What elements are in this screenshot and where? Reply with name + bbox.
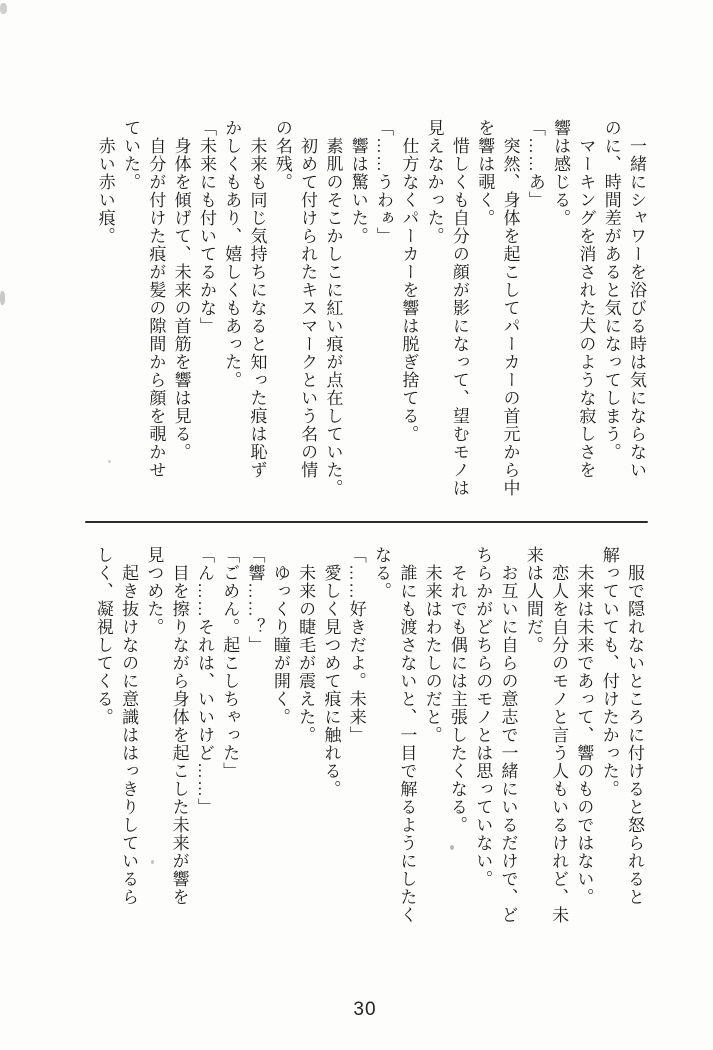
- text-line: 愛しく見つめて痕に触れる。: [321, 564, 341, 798]
- text-line: 見つめた。: [144, 546, 164, 636]
- top-text-block: [92, 119, 649, 521]
- text-line: 一緒にシャワーを浴びる時は気にならない: [627, 137, 646, 479]
- scan-speck: [0, 3, 7, 14]
- text-line: それでも偶には主張したくなる。: [447, 564, 467, 834]
- text-line: 「……うわぁ」: [374, 119, 394, 245]
- text-line: 仕方なくパーカーを響は脱ぎ捨てる。: [399, 137, 419, 443]
- text-line: 解っていても、付けたかった。: [599, 546, 619, 798]
- text-line: のに、時間差があると気になってしまう。: [601, 119, 621, 461]
- text-line: 素肌のそこかしこに紅い痕が点在していた。: [323, 137, 343, 497]
- text-line: 初めて付けられたキスマークという名の情: [298, 137, 318, 479]
- text-line: かしくもあり、嬉しくもあった。: [222, 119, 242, 389]
- text-line: 未来はわたしのだと。: [422, 564, 442, 744]
- text-line: 「……あ」: [525, 119, 545, 209]
- text-line: 見えなかった。: [424, 119, 444, 245]
- text-line: 服で隠れないところに付けると怒られると: [625, 564, 644, 906]
- text-line: お互いに自らの意志で一緒にいるだけで、ど: [498, 564, 518, 924]
- text-line: 赤い赤い痕。: [95, 137, 115, 245]
- text-line: 未来も同じ気持ちになると知った痕は恥ず: [247, 137, 267, 479]
- text-line: 突然、身体を起こしてパーカーの首元から中: [500, 137, 520, 497]
- section-divider: [85, 521, 648, 523]
- text-line: 惜しくも自分の顔が影になって、望むモノは: [449, 137, 469, 497]
- text-line: 響は感じる。: [551, 119, 571, 227]
- page-number: 30: [353, 999, 377, 1020]
- text-line: 「ごめん。起こしちゃった」: [220, 546, 240, 780]
- text-line: 「未来にも付いてるかな」: [196, 119, 216, 335]
- scan-speck: [450, 845, 454, 850]
- text-line: 目を擦りながら身体を起こした未来が響を: [169, 564, 189, 906]
- scan-speck: [108, 460, 111, 463]
- text-line: 「ん……それは、いいけど……」: [194, 546, 214, 816]
- bottom-text-block: [90, 546, 647, 948]
- text-line: 誰にも渡さないと、一目で解るようにしたく: [397, 564, 417, 924]
- text-line: 身体を傾げて、未来の首筋を響は見る。: [171, 137, 191, 461]
- text-line: 来は人間だ。: [523, 546, 543, 654]
- text-line: 未来は未来であって、響のものではない。: [574, 564, 594, 906]
- scan-speck: [151, 860, 154, 864]
- scan-speck: [0, 291, 5, 305]
- text-line: 「響……？」: [245, 546, 265, 654]
- text-line: 恋人を自分のモノと言う人もいるけれど、未: [549, 564, 569, 924]
- text-line: ゆっくり瞳が開く。: [270, 564, 290, 726]
- text-line: 自分が付けた痕が髪の隙間から顔を覗かせ: [146, 137, 166, 479]
- text-line: ちらかがどちらのモノとは思っていない。: [473, 546, 493, 888]
- text-line: しく、凝視してくる。: [93, 546, 113, 726]
- text-line: なる。: [372, 546, 392, 600]
- text-line: の名残。: [272, 119, 292, 191]
- text-line: を響は覗く。: [475, 119, 495, 227]
- text-line: ていた。: [121, 119, 141, 191]
- text-line: 響は驚いた。: [348, 137, 368, 245]
- text-line: 起き抜けなのに意識ははっきりしているら: [119, 564, 139, 906]
- text-line: マーキングを消された犬のような寂しさを: [576, 137, 596, 479]
- text-line: 「……好きだよ。未来」: [346, 546, 366, 744]
- text-line: 未来の睫毛が震えた。: [296, 564, 316, 744]
